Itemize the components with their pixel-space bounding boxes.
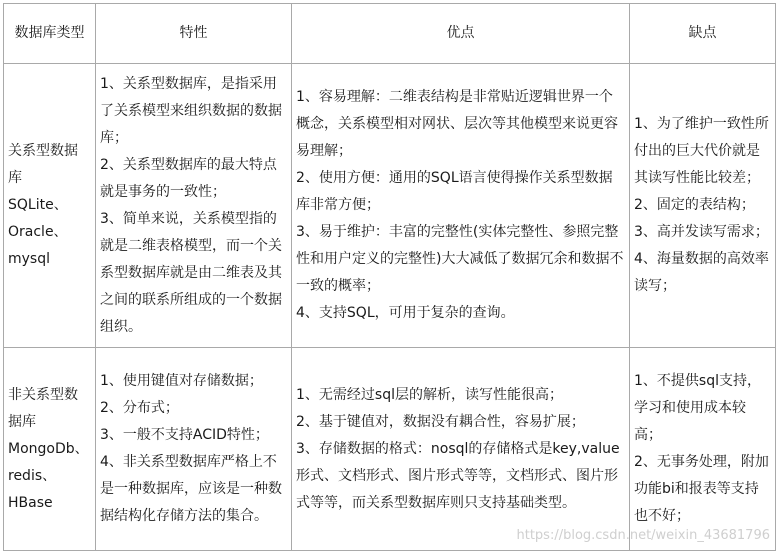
table-row <box>4 64 776 348</box>
cell-type <box>4 64 96 348</box>
header-cons: 缺点 <box>630 4 776 64</box>
con-item: 4、海量数据的高效率读写； <box>634 251 769 294</box>
con-item: 3、高并发读写需求； <box>634 224 769 240</box>
pro-item: 3、易于维护：丰富的完整性(实体完整性、参照完整性和用户定义的完整性)大大减低了数据冗余和数据不一致的概率； <box>296 224 624 294</box>
header-features: 特性 <box>96 4 292 64</box>
pro-item: 3、存储数据的格式：nosql的存储格式是key,value形式、文档形式、图片形式等等，文档形式、图片形式等等，而关系型数据库则只支持基础类型。 <box>296 440 620 511</box>
table-row <box>4 348 776 551</box>
con-item: 2、固定的表结构； <box>634 197 755 213</box>
header-type: 数据库类型 <box>4 4 96 64</box>
type-line: HBase <box>8 494 53 511</box>
type-line: 非关系型数据库 <box>8 386 78 430</box>
con-item: 1、为了维护一致性所付出的巨大代价就是其读写性能比较差； <box>634 116 769 186</box>
feature-item: 4、非关系型数据库严格上不是一种数据库，应该是一种数据结构化存储方法的集合。 <box>100 454 282 524</box>
header-row <box>4 4 776 64</box>
type-line: mysql <box>8 251 50 267</box>
con-item: 1、不提供sql支持，学习和使用成本较高； <box>634 373 761 443</box>
con-item: 2、无事务处理，附加功能bi和报表等支持也不好； <box>634 454 769 524</box>
feature-item: 3、一般不支持ACID特性； <box>100 427 269 443</box>
type-line: redis、 <box>8 467 57 484</box>
comparison-table <box>3 3 776 551</box>
cell-cons <box>630 64 776 348</box>
type-line: MongoDb、 <box>8 440 89 457</box>
feature-item: 3、简单来说，关系模型指的就是二维表格模型，而一个关系型数据库就是由二维表及其之间的联系所组成的一个数据组织。 <box>100 210 282 335</box>
pro-item: 1、容易理解：二维表结构是非常贴近逻辑世界一个概念，关系模型相对网状、层次等其他模型来说更容易理解； <box>296 89 618 159</box>
pro-item: 2、使用方便：通用的SQL语言使得操作关系型数据库非常方便； <box>296 170 613 213</box>
type-line: Oracle、 <box>8 224 68 240</box>
feature-item: 1、关系型数据库，是指采用了关系模型来组织数据的数据库； <box>100 75 282 146</box>
feature-item: 1、使用键值对存储数据； <box>100 373 263 389</box>
feature-item: 2、分布式； <box>100 400 179 416</box>
type-line: SQLite、 <box>8 197 68 213</box>
cell-type <box>4 348 96 551</box>
cell-pros <box>292 64 630 348</box>
cell-features <box>96 348 292 551</box>
header-pros: 优点 <box>292 4 630 64</box>
pro-item: 4、支持SQL，可用于复杂的查询。 <box>296 305 515 321</box>
cell-cons <box>630 348 776 551</box>
cell-pros <box>292 348 630 551</box>
type-line: 关系型数据库 <box>8 143 78 186</box>
watermark: https://blog.csdn.net/weixin_43681796 <box>516 528 770 543</box>
pro-item: 2、基于键值对，数据没有耦合性，容易扩展； <box>296 413 585 430</box>
pro-item: 1、无需经过sql层的解析，读写性能很高； <box>296 386 563 403</box>
feature-item: 2、关系型数据库的最大特点就是事务的一致性； <box>100 156 277 200</box>
cell-features <box>96 64 292 348</box>
